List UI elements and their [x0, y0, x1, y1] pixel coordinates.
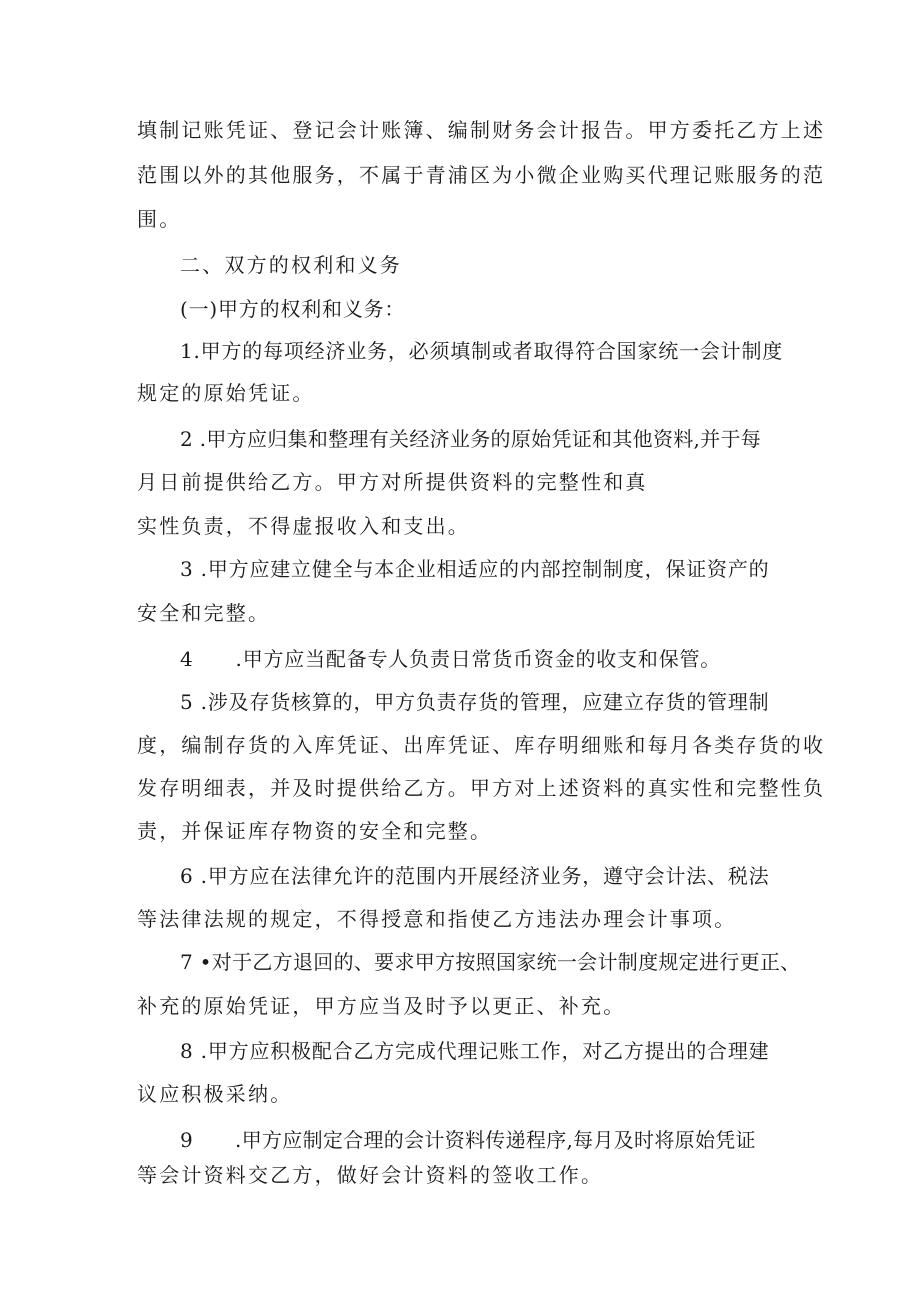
text-line: 责，并保证库存物资的安全和完整。: [137, 819, 493, 843]
text-line: 等会计资料交乙方，做好会计资料的签收工作。: [137, 1163, 604, 1187]
list-number: 9: [180, 1128, 194, 1152]
text-line: 7 •对于乙方退回的、要求甲方按照国家统一会计制度规定进行更正、: [180, 950, 801, 974]
text-line: 补充的原始凭证，甲方应当及时予以更正、补充。: [137, 994, 626, 1018]
text-line: 围。: [137, 207, 182, 231]
text-line: 6 .甲方应在法律允许的范围内开展经济业务，遵守会计法、税法: [180, 864, 770, 888]
section-heading: 二、双方的权利和义务: [180, 253, 402, 277]
text-line: 月日前提供给乙方。甲方对所提供资料的完整性和真: [137, 470, 648, 494]
list-number: 4: [180, 647, 194, 671]
text-line: 1.甲方的每项经济业务，必须填制或者取得符合国家统一会计制度: [180, 339, 784, 363]
text-line: 议应积极采纳。: [137, 1082, 293, 1106]
text-line: 规定的原始凭证。: [137, 381, 315, 405]
list-text: .甲方应当配备专人负责日常货币资金的收支和保管。: [235, 647, 722, 671]
text-line: 度，编制存货的入库凭证、出库凭证、库存明细账和每月各类存货的收: [137, 733, 826, 757]
text-line: 实性负责，不得虚报收入和支出。: [137, 514, 470, 538]
text-line: 5 .涉及存货核算的，甲方负责存货的管理，应建立存货的管理制: [180, 690, 770, 714]
text-line: [180, 1125, 820, 1155]
text-line: 8 .甲方应积极配合乙方完成代理记账工作，对乙方提出的合理建: [180, 1039, 770, 1063]
text-line: 安全和完整。: [137, 601, 271, 625]
list-text: .甲方应制定合理的会计资料传递程序,每月及时将原始凭证: [235, 1128, 756, 1152]
text-line: 范围以外的其他服务，不属于青浦区为小微企业购买代理记账服务的范: [137, 163, 826, 187]
text-line: 2 .甲方应归集和整理有关经济业务的原始凭证和其他资料,并于每: [180, 427, 762, 451]
text-line: 3 .甲方应建立健全与本企业相适应的内部控制制度，保证资产的: [180, 557, 770, 581]
text-line: 填制记账凭证、登记会计账簿、编制财务会计报告。甲方委托乙方上述: [137, 118, 826, 142]
text-line: 等法律法规的规定，不得授意和指使乙方违法办理会计事项。: [137, 907, 737, 931]
text-line: [180, 644, 820, 674]
subsection-heading: (一)甲方的权利和义务：: [180, 297, 406, 321]
text-line: 发存明细表，并及时提供给乙方。甲方对上述资料的真实性和完整性负: [137, 776, 826, 800]
